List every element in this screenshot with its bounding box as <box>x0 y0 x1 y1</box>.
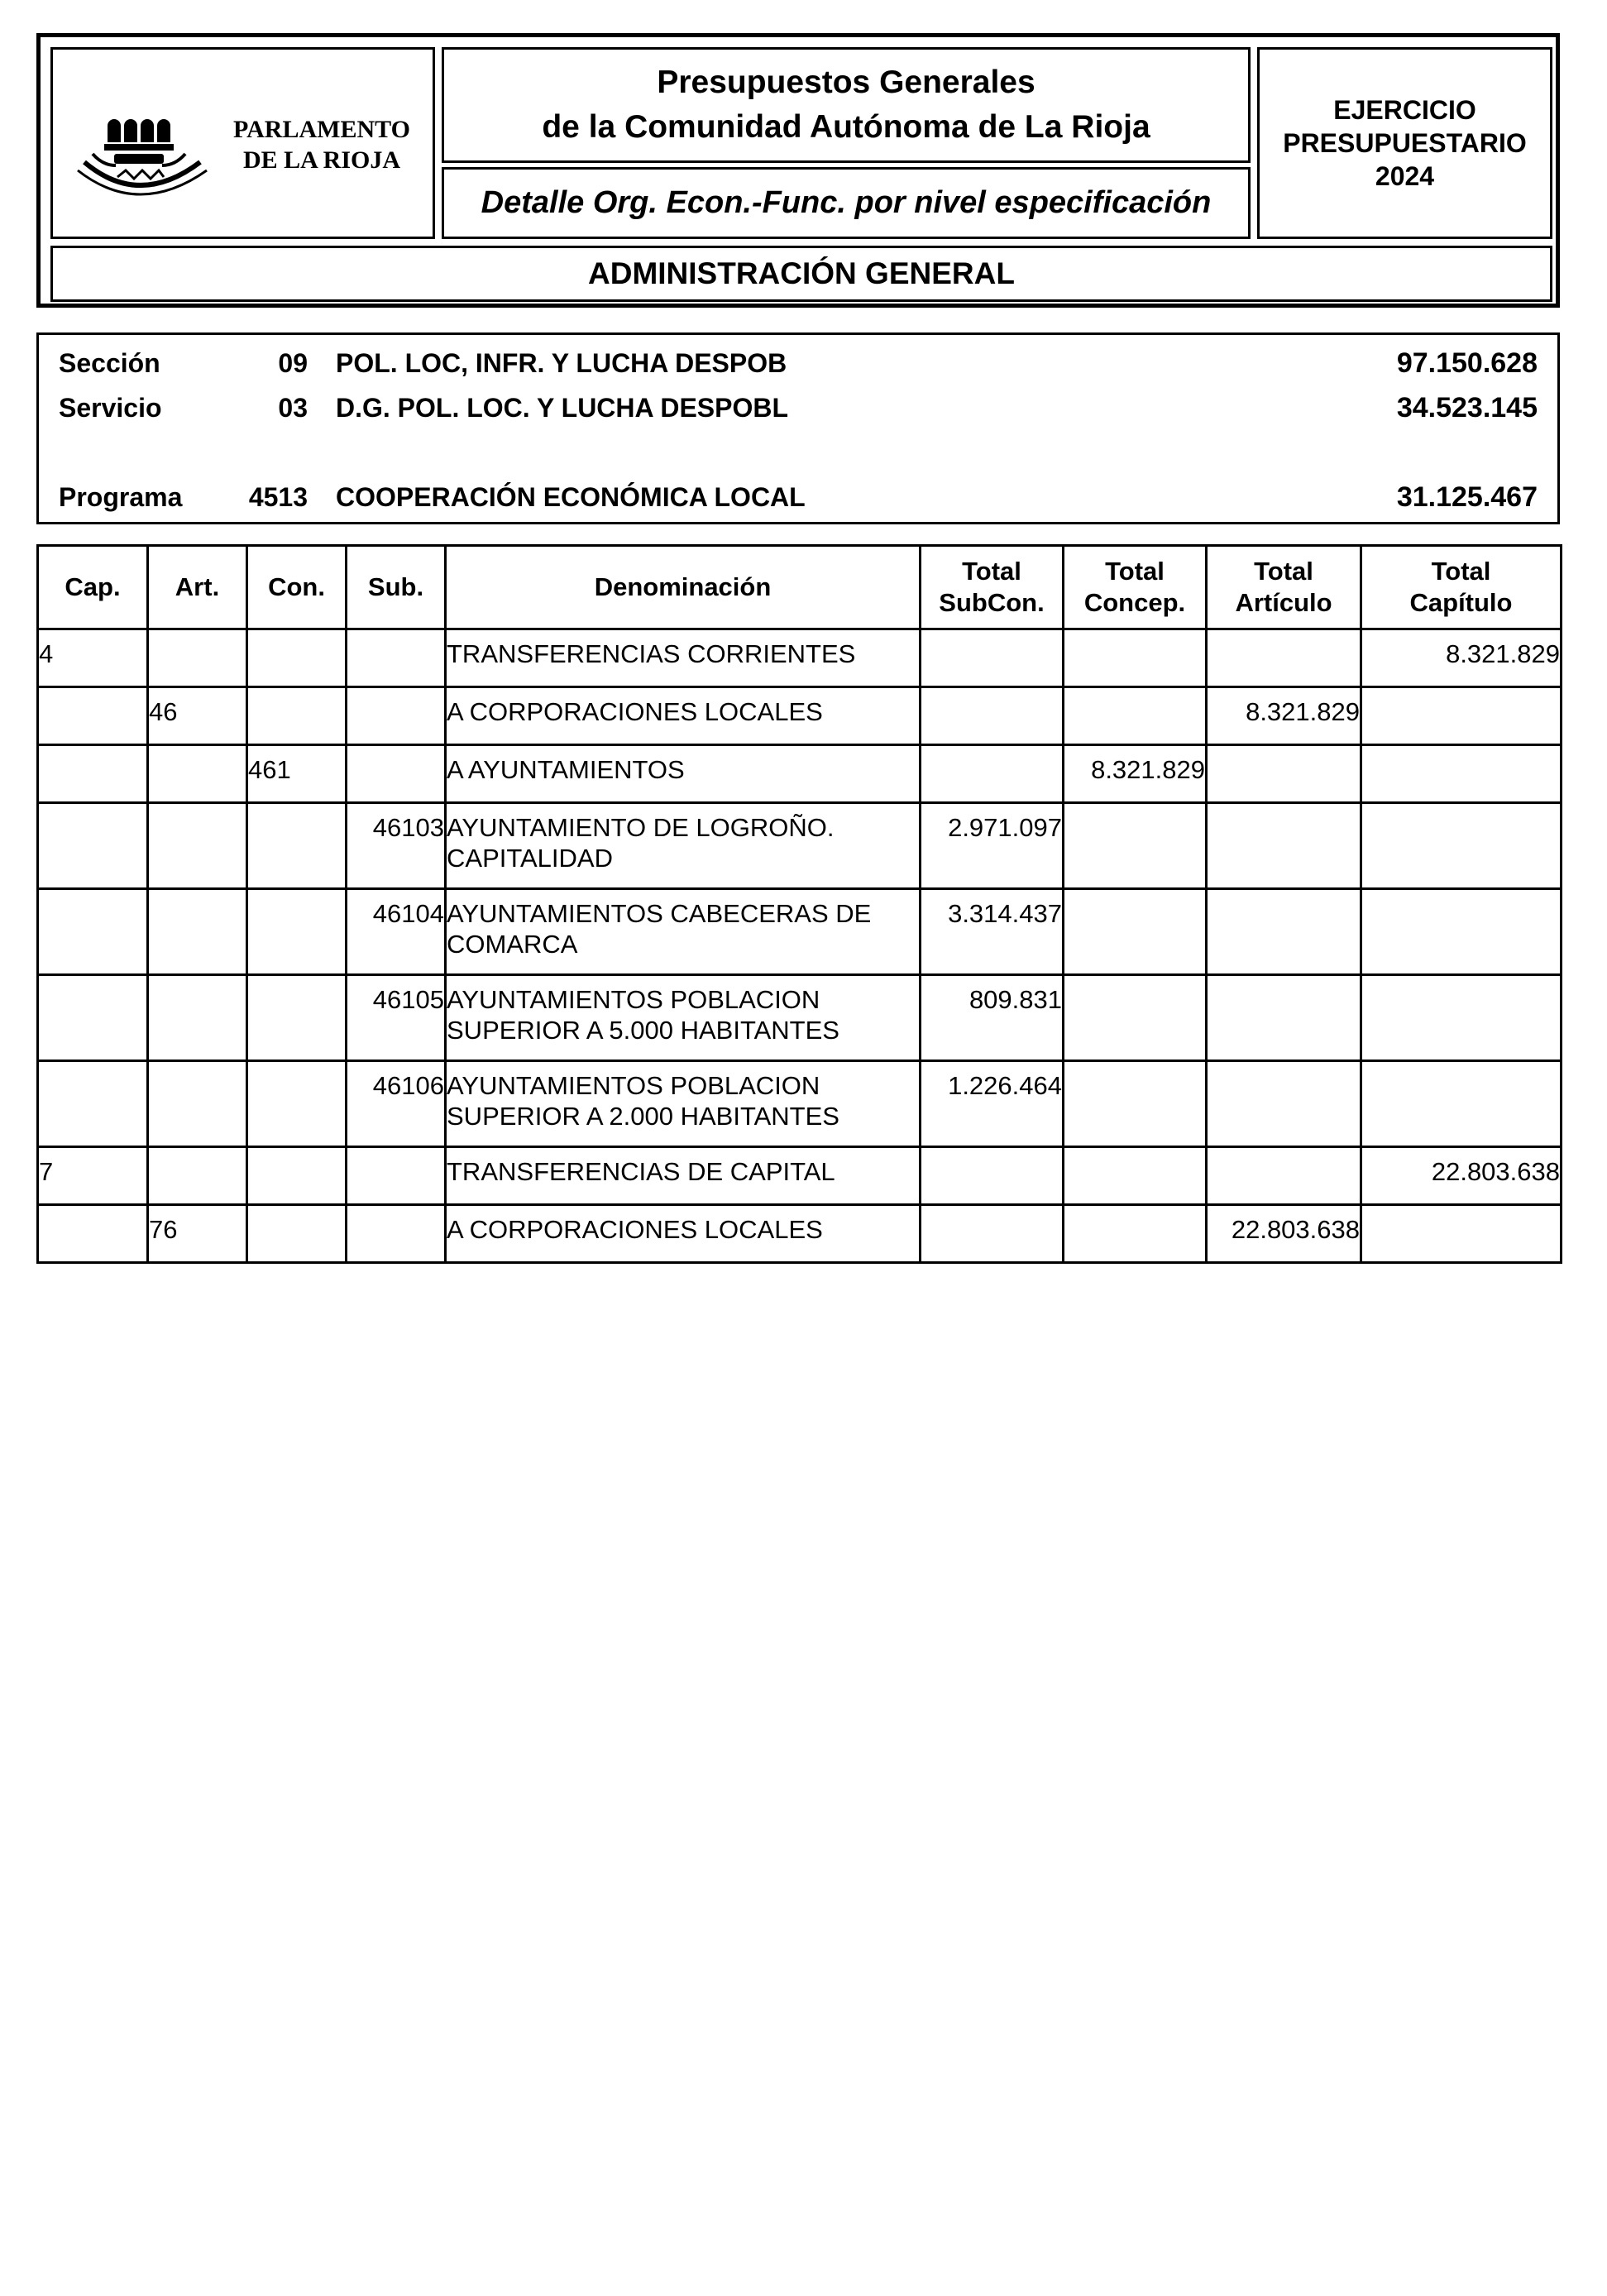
cell-sub <box>347 687 446 745</box>
cell-total-capitulo <box>1361 975 1562 1061</box>
seccion-amount: 97.150.628 <box>1396 347 1538 379</box>
cell-total-concep <box>1064 889 1207 975</box>
table-row <box>38 687 1562 745</box>
cell-con <box>247 975 347 1061</box>
servicio-code: 03 <box>278 393 308 423</box>
cell-total-concep: 8.321.829 <box>1064 745 1207 803</box>
cell-denominacion: AYUNTAMIENTOS CABECERAS DE COMARCA <box>446 889 921 975</box>
cell-total-subcon: 1.226.464 <box>921 1061 1064 1147</box>
parliament-logo-icon <box>68 84 217 208</box>
cell-art: 76 <box>148 1205 247 1263</box>
cell-cap: 7 <box>38 1147 148 1205</box>
cell-total-concep <box>1064 1205 1207 1263</box>
logo-wordmark <box>222 114 421 175</box>
table-row <box>38 803 1562 889</box>
cell-total-subcon <box>921 629 1064 687</box>
cell-total-capitulo <box>1361 687 1562 745</box>
cell-total-subcon: 809.831 <box>921 975 1064 1061</box>
programa-name: COOPERACIÓN ECONÓMICA LOCAL <box>336 482 806 512</box>
cell-art <box>148 889 247 975</box>
year-line2: PRESUPUESTARIO <box>1283 128 1527 158</box>
table-row <box>38 975 1562 1061</box>
seccion-row <box>39 345 1557 381</box>
budget-detail-table <box>36 544 1562 1264</box>
cell-total-capitulo <box>1361 745 1562 803</box>
cell-total-articulo: 8.321.829 <box>1207 687 1361 745</box>
section-info-panel <box>36 332 1560 524</box>
cell-total-concep <box>1064 687 1207 745</box>
col-header-total-capitulo-line2: Capítulo <box>1409 588 1513 617</box>
col-header-total-concep-line1: Total <box>1105 557 1165 586</box>
cell-total-subcon: 3.314.437 <box>921 889 1064 975</box>
cell-total-subcon <box>921 687 1064 745</box>
cell-total-concep <box>1064 1147 1207 1205</box>
seccion-code: 09 <box>278 348 308 378</box>
year-line1: EJERCICIO <box>1333 95 1476 125</box>
col-header-total-articulo-line2: Artículo <box>1235 588 1332 617</box>
cell-total-subcon: 2.971.097 <box>921 803 1064 889</box>
cell-denominacion: AYUNTAMIENTOS POBLACION SUPERIOR A 2.000 HABITANTES <box>446 1061 921 1147</box>
cell-total-subcon <box>921 745 1064 803</box>
table-row <box>38 1147 1562 1205</box>
cell-art <box>148 1147 247 1205</box>
cell-sub <box>347 629 446 687</box>
servicio-name: D.G. POL. LOC. Y LUCHA DESPOBL <box>336 393 789 423</box>
logo-panel <box>50 47 435 239</box>
col-header-total-articulo <box>1207 546 1361 629</box>
cell-total-capitulo <box>1361 803 1562 889</box>
cell-art <box>148 629 247 687</box>
cell-total-subcon <box>921 1205 1064 1263</box>
cell-total-articulo <box>1207 1061 1361 1147</box>
cell-denominacion: TRANSFERENCIAS CORRIENTES <box>446 629 921 687</box>
col-header-sub: Sub. <box>347 546 446 629</box>
cell-total-articulo <box>1207 745 1361 803</box>
document-title <box>442 47 1251 163</box>
cell-cap <box>38 975 148 1061</box>
cell-total-concep <box>1064 975 1207 1061</box>
col-header-total-concep-line2: Concep. <box>1083 588 1186 617</box>
administration-banner <box>50 246 1552 302</box>
cell-con <box>247 1205 347 1263</box>
col-header-total-capitulo <box>1361 546 1562 629</box>
servicio-amount: 34.523.145 <box>1396 392 1538 423</box>
cell-con <box>247 629 347 687</box>
programa-code: 4513 <box>248 482 308 512</box>
cell-con <box>247 803 347 889</box>
cell-total-capitulo <box>1361 1205 1562 1263</box>
cell-art <box>148 975 247 1061</box>
cell-total-articulo <box>1207 889 1361 975</box>
col-header-art: Art. <box>148 546 247 629</box>
servicio-row <box>39 390 1557 426</box>
table-row <box>38 1061 1562 1147</box>
table-row <box>38 629 1562 687</box>
col-header-total-subcon <box>921 546 1064 629</box>
cell-total-articulo <box>1207 1147 1361 1205</box>
col-header-total-subcon-line2: SubCon. <box>939 588 1045 617</box>
servicio-label: Servicio <box>59 393 162 423</box>
cell-art <box>148 803 247 889</box>
cell-total-articulo <box>1207 803 1361 889</box>
cell-cap <box>38 745 148 803</box>
cell-total-capitulo: 22.803.638 <box>1361 1147 1562 1205</box>
cell-denominacion: A AYUNTAMIENTOS <box>446 745 921 803</box>
cell-total-capitulo <box>1361 1061 1562 1147</box>
cell-denominacion: A CORPORACIONES LOCALES <box>446 687 921 745</box>
table-row <box>38 889 1562 975</box>
cell-denominacion: AYUNTAMIENTOS POBLACION SUPERIOR A 5.000 HABITANTES <box>446 975 921 1061</box>
cell-sub: 46105 <box>347 975 446 1061</box>
col-header-total-capitulo-line1: Total <box>1431 557 1491 586</box>
administration-label: ADMINISTRACIÓN GENERAL <box>588 256 1015 290</box>
cell-denominacion: TRANSFERENCIAS DE CAPITAL <box>446 1147 921 1205</box>
cell-art: 46 <box>148 687 247 745</box>
cell-denominacion: AYUNTAMIENTO DE LOGROÑO. CAPITALIDAD <box>446 803 921 889</box>
col-header-con: Con. <box>247 546 347 629</box>
cell-total-capitulo <box>1361 889 1562 975</box>
seccion-name: POL. LOC, INFR. Y LUCHA DESPOB <box>336 348 787 378</box>
cell-total-concep <box>1064 1061 1207 1147</box>
cell-total-concep <box>1064 803 1207 889</box>
cell-con <box>247 687 347 745</box>
year-value: 2024 <box>1375 161 1435 191</box>
cell-total-concep <box>1064 629 1207 687</box>
programa-label: Programa <box>59 482 183 512</box>
cell-art <box>148 745 247 803</box>
cell-sub <box>347 1147 446 1205</box>
table-header-row <box>38 546 1562 629</box>
subtitle-text: Detalle Org. Econ.-Func. por nivel especificación <box>481 185 1212 220</box>
seccion-label: Sección <box>59 348 160 378</box>
cell-sub <box>347 1205 446 1263</box>
cell-con <box>247 1061 347 1147</box>
cell-total-articulo <box>1207 629 1361 687</box>
col-header-total-concep <box>1064 546 1207 629</box>
table-row <box>38 1205 1562 1263</box>
col-header-total-subcon-line1: Total <box>962 557 1021 586</box>
logo-line1: PARLAMENTO <box>233 116 410 143</box>
programa-amount: 31.125.467 <box>1396 481 1538 513</box>
cell-con: 461 <box>247 745 347 803</box>
col-header-total-articulo-line1: Total <box>1254 557 1313 586</box>
document-subtitle <box>442 167 1251 239</box>
logo-line2: DE LA RIOJA <box>242 146 401 174</box>
cell-cap <box>38 889 148 975</box>
cell-cap <box>38 1205 148 1263</box>
title-line1: Presupuestos Generales <box>657 65 1035 100</box>
cell-total-articulo: 22.803.638 <box>1207 1205 1361 1263</box>
cell-cap: 4 <box>38 629 148 687</box>
document-header <box>36 33 1560 308</box>
cell-sub: 46104 <box>347 889 446 975</box>
cell-art <box>148 1061 247 1147</box>
table-row <box>38 745 1562 803</box>
fiscal-year-panel <box>1257 47 1552 239</box>
cell-con <box>247 1147 347 1205</box>
programa-row <box>39 479 1557 515</box>
cell-total-subcon <box>921 1147 1064 1205</box>
title-line2: de la Comunidad Autónoma de La Rioja <box>542 109 1150 145</box>
col-header-cap: Cap. <box>38 546 148 629</box>
cell-total-capitulo: 8.321.829 <box>1361 629 1562 687</box>
cell-cap <box>38 687 148 745</box>
cell-cap <box>38 1061 148 1147</box>
col-header-denominacion: Denominación <box>446 546 921 629</box>
cell-cap <box>38 803 148 889</box>
cell-sub: 46103 <box>347 803 446 889</box>
cell-con <box>247 889 347 975</box>
cell-sub <box>347 745 446 803</box>
cell-sub: 46106 <box>347 1061 446 1147</box>
cell-denominacion: A CORPORACIONES LOCALES <box>446 1205 921 1263</box>
cell-total-articulo <box>1207 975 1361 1061</box>
